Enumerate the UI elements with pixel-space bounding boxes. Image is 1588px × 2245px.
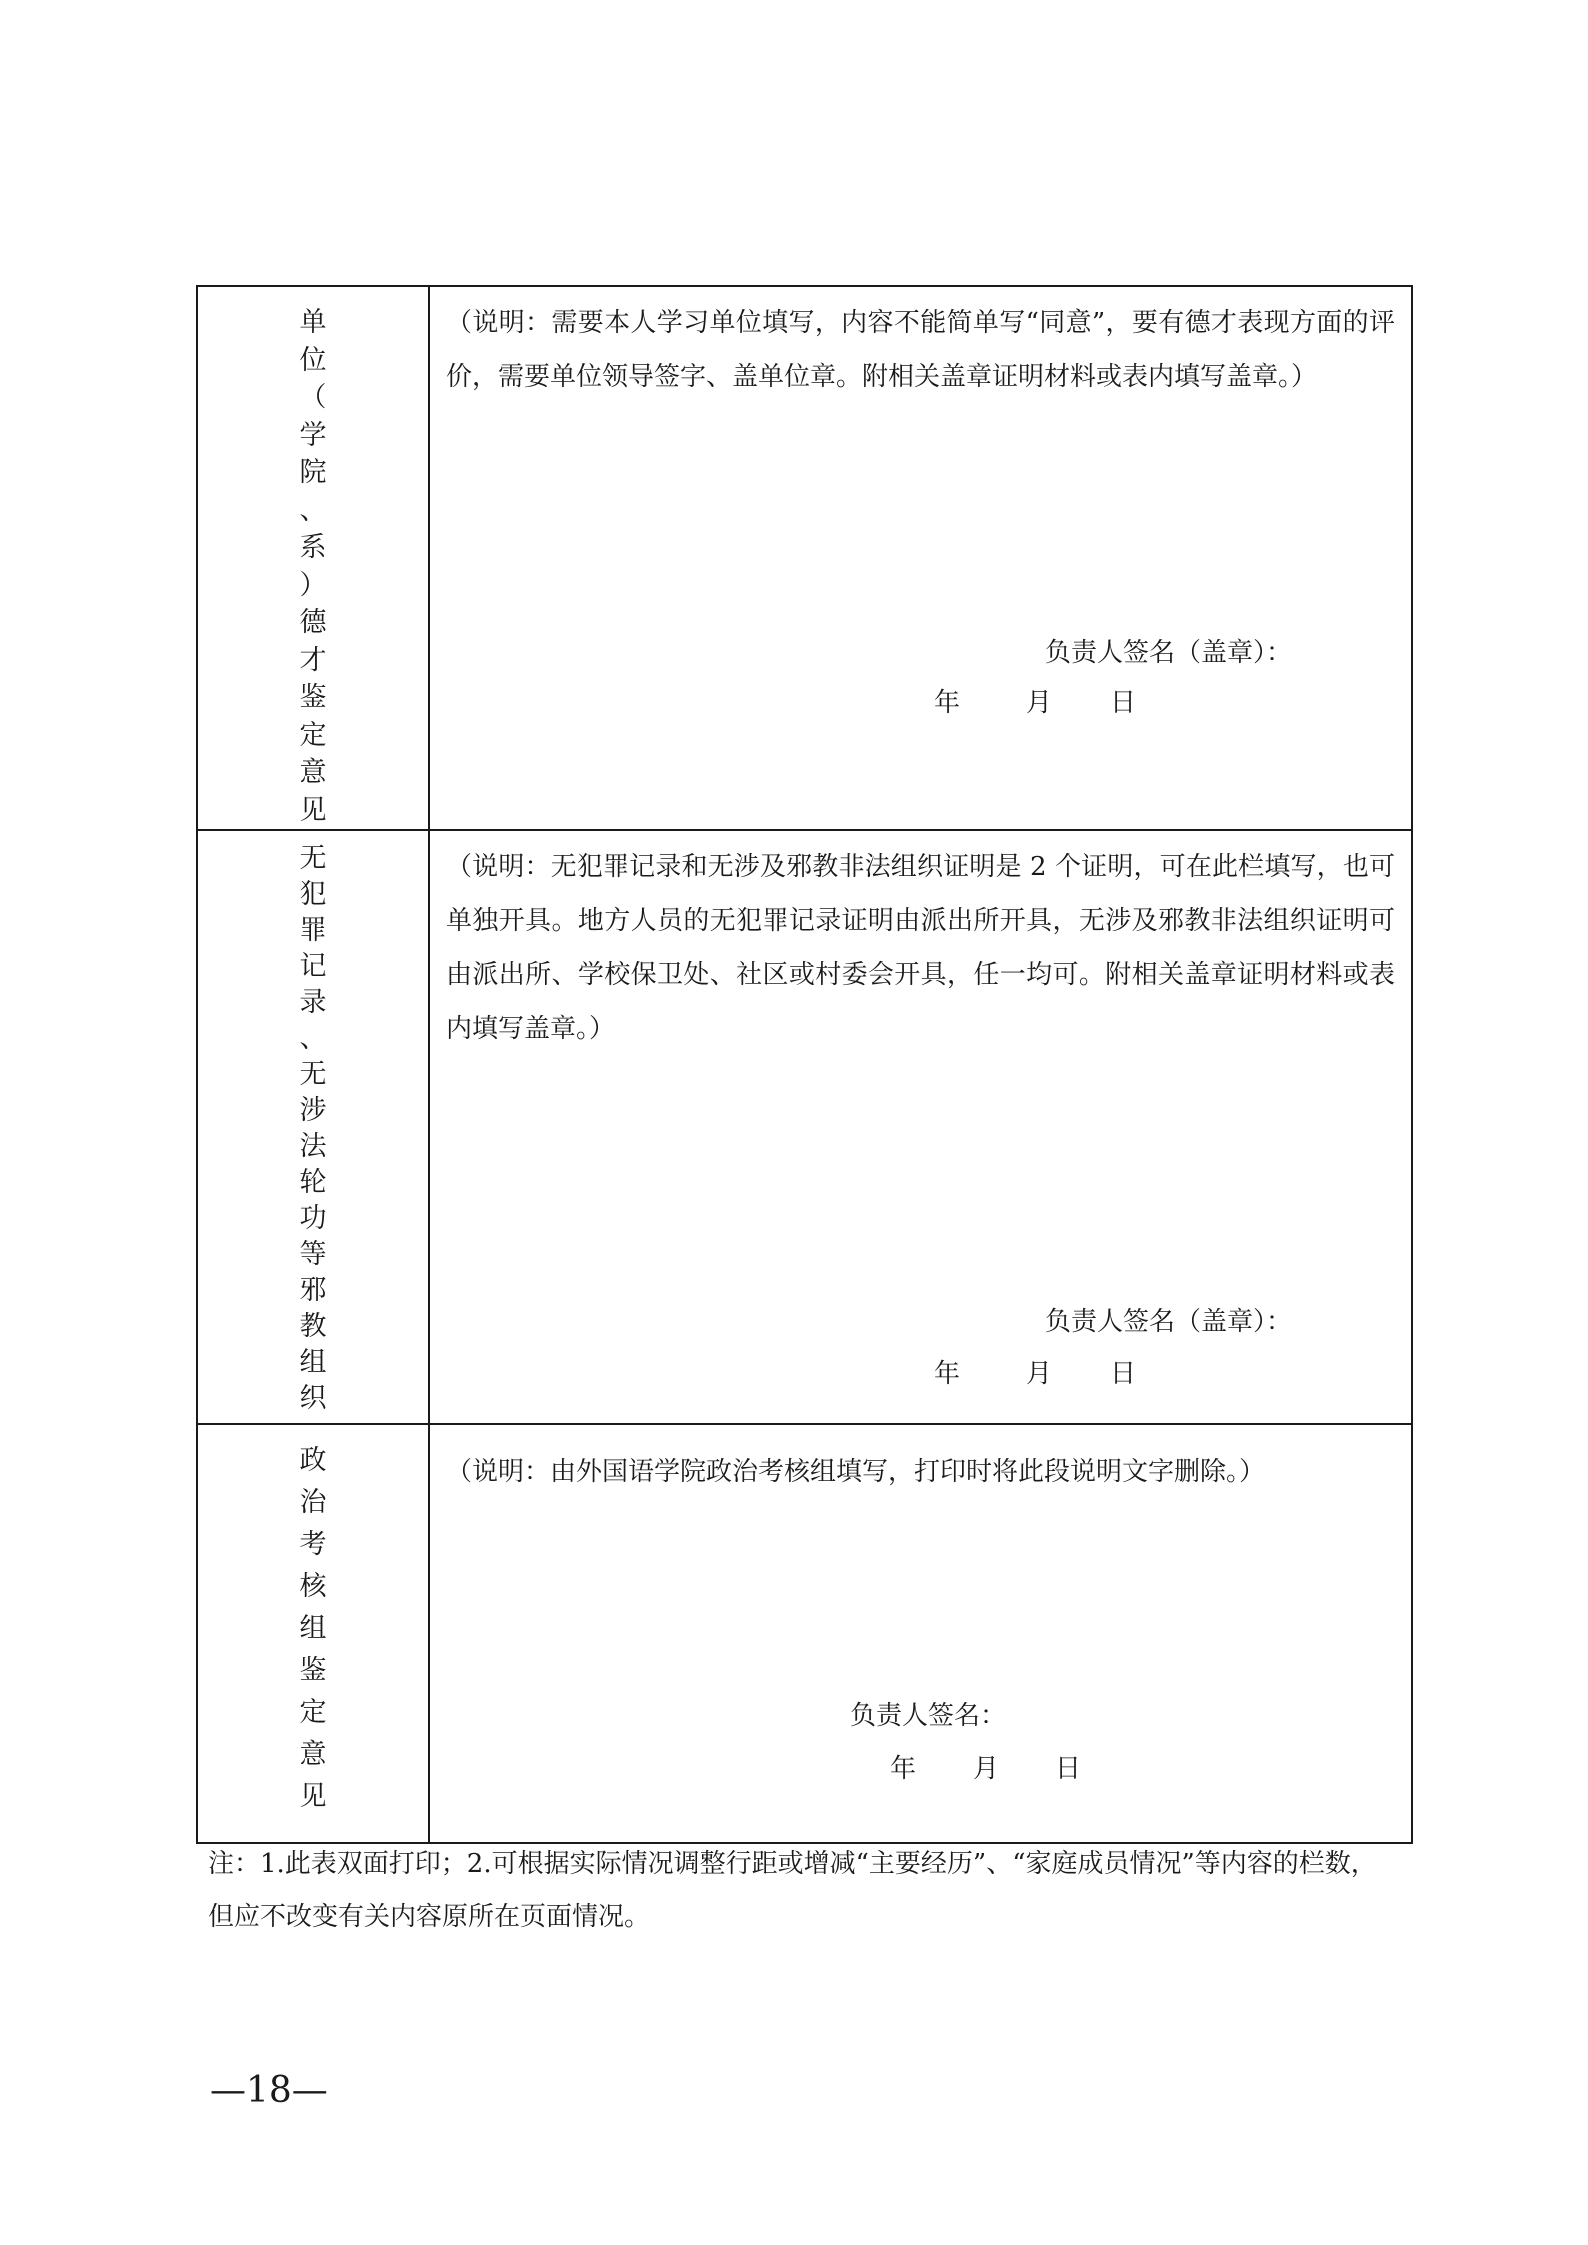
vertical-label-unit-assessment	[198, 287, 428, 829]
content-cell-unit-assessment	[429, 286, 1412, 830]
label-char: 政	[299, 1445, 327, 1476]
instruction-note-political: （说明：由外国语学院政治考核组填写，打印时将此段说明文字删除。）	[446, 1457, 1266, 1487]
label-char: 鉴	[299, 1655, 327, 1686]
content-cell-criminal-record	[429, 830, 1412, 1424]
date-year: 年	[934, 1359, 961, 1389]
label-cell-political-review	[197, 1424, 429, 1843]
signature-label-political: 负责人签名：	[850, 1701, 1007, 1731]
label-char: 院	[299, 457, 327, 488]
signature-label-record: 负责人签名（盖章）：	[1045, 1307, 1293, 1337]
date-month: 月	[973, 1754, 1000, 1784]
label-char: 功	[299, 1203, 327, 1234]
label-char: 织	[299, 1383, 327, 1414]
label-char: 见	[299, 794, 327, 826]
label-char: 定	[299, 719, 327, 751]
label-char: 治	[299, 1487, 327, 1518]
label-char: 核	[299, 1571, 327, 1602]
date-day: 日	[1110, 1359, 1137, 1389]
vertical-label-criminal-record	[198, 831, 428, 1417]
label-char: ）	[299, 569, 327, 601]
label-char: 犯	[299, 879, 327, 910]
label-char: 德	[299, 607, 327, 638]
table-row-unit-assessment	[197, 286, 1412, 830]
date-day: 日	[1110, 688, 1137, 718]
label-char: 、	[299, 1023, 327, 1054]
label-char: 轮	[299, 1167, 327, 1198]
label-char: 涉	[299, 1095, 327, 1126]
label-char: 意	[299, 757, 327, 788]
label-char: 学	[299, 419, 327, 451]
date-day: 日	[1055, 1754, 1082, 1784]
date-year: 年	[890, 1754, 917, 1784]
label-char: 等	[299, 1239, 327, 1270]
instruction-note-unit: （说明：需要本人学习单位填写，内容不能简单写“同意”，要有德才表现方面的评价，需要单位领导签字、盖单位章。附相关盖章证明材料或表内填写盖章。）	[446, 308, 1395, 392]
label-char: 鉴	[299, 682, 327, 713]
table-row-criminal-record	[197, 830, 1412, 1424]
label-cell-unit-assessment	[197, 286, 429, 830]
assessment-form-table	[196, 285, 1413, 1844]
vertical-label-political-review	[198, 1425, 428, 1818]
label-cell-criminal-record	[197, 830, 429, 1424]
table-row-political-review	[197, 1424, 1412, 1843]
date-year: 年	[934, 688, 961, 718]
instruction-note-record: （说明：无犯罪记录和无涉及邪教非法组织证明是 2 个证明，可在此栏填写，也可单独开具。地方人员的无犯罪记录证明由派出所开具，无涉及邪教非法组织证明可由派出所、学校保卫处、社区或村委会开具，任一均可。附相关盖章证明材料或表内填写盖章。）	[446, 852, 1395, 1044]
label-char: 意	[299, 1739, 327, 1770]
signature-label-unit: 负责人签名（盖章）：	[1045, 638, 1293, 668]
label-char: 录	[299, 987, 327, 1018]
label-char: 、	[299, 494, 327, 526]
label-char: 系	[299, 532, 327, 563]
label-char: 邪	[299, 1275, 327, 1306]
label-char: 记	[299, 951, 327, 982]
label-char: 无	[299, 843, 327, 874]
label-char: 考	[299, 1529, 327, 1560]
label-char: 定	[299, 1697, 327, 1728]
label-char: 组	[299, 1613, 327, 1644]
label-char: 位	[299, 344, 327, 376]
label-char: 见	[299, 1781, 327, 1812]
page-number: —18—	[210, 2070, 328, 2111]
label-char: 单	[299, 307, 327, 338]
label-char: 才	[299, 644, 327, 676]
label-char: 罪	[299, 915, 327, 946]
date-month: 月	[1026, 688, 1053, 718]
date-month: 月	[1026, 1359, 1053, 1389]
label-char: 无	[299, 1059, 327, 1090]
content-cell-political-review	[429, 1424, 1412, 1843]
table-footnote: 注：1.此表双面打印；2.可根据实际情况调整行距或增减“主要经历”、“家庭成员情况”等内容的栏数，但应不改变有关内容原所在页面情况。	[208, 1849, 1377, 1932]
label-char: （	[299, 382, 327, 413]
label-char: 教	[299, 1311, 327, 1342]
label-char: 法	[299, 1131, 327, 1162]
label-char: 组	[299, 1347, 327, 1378]
